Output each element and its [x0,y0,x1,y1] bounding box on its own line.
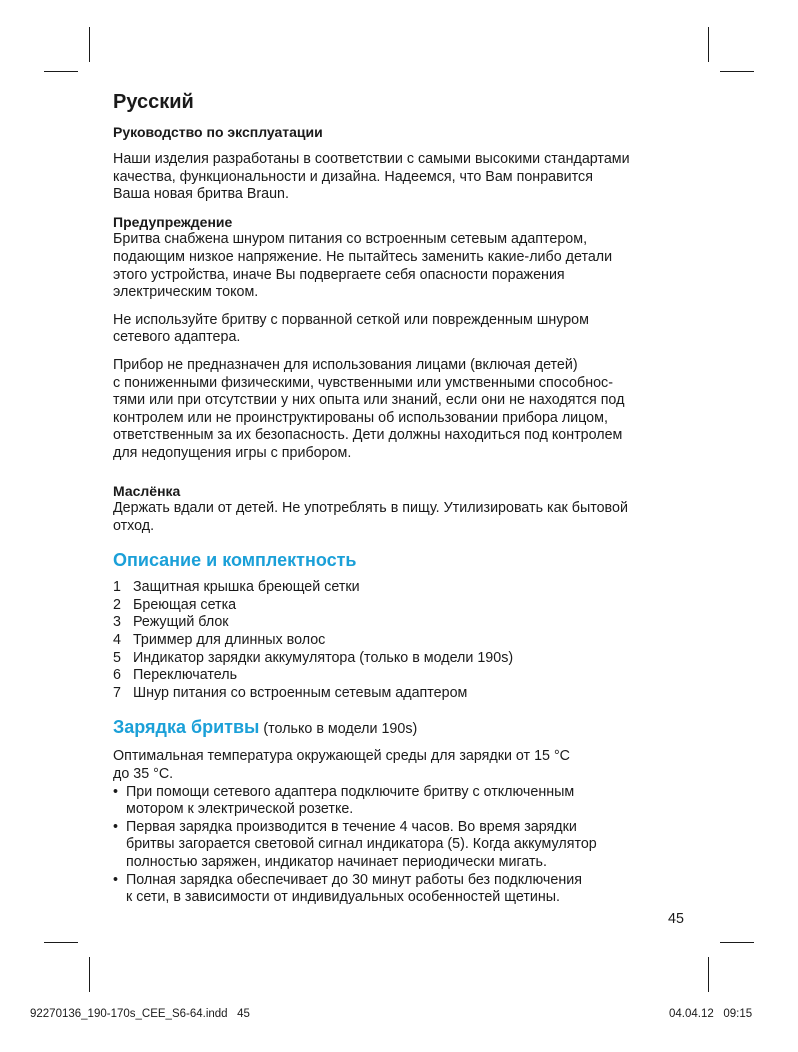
list-item [113,597,703,615]
list-item [113,667,703,685]
warning-heading: Предупреждение [113,213,233,230]
text-line: тями или при отсутствии у них опыта или знаний, если они не находятся под [113,392,625,409]
item-number: 1 [113,579,121,596]
list-item [113,632,703,650]
text-line: Первая зарядка производится в течение 4 часов. Во время зарядки [126,818,577,835]
crop-mark [720,942,754,943]
bullet-symbol: • [113,783,119,800]
text-line: отход. [113,517,155,534]
text-line: до 35 °C. [113,766,174,783]
item-text: Переключатель [133,667,238,684]
list-item [113,579,703,597]
item-text: Защитная крышка бреющей сетки [133,579,360,596]
page-number: 45 [668,911,684,927]
item-number: 7 [113,684,121,701]
oiler-section [113,483,703,536]
oiler-heading: Маслёнка [113,482,181,499]
item-text: Бреющая сетка [133,596,237,613]
text-line: полностью заряжен, индикатор начинает периодически мигать. [126,854,547,870]
bullet-item [113,872,703,907]
text-line: бритвы загорается световой сигнал индикатора (5). Когда аккумулятор [126,836,597,853]
text-line: Наши изделия разработаны в соответствии с самыми высокими стандартами [113,151,630,167]
list-item [113,650,703,668]
page-title: Русский [113,91,194,113]
crop-mark [720,71,754,72]
text-line: Оптимальная температура окружающей среды для зарядки от 15 °C [113,748,570,765]
text-line: Держать вдали от детей. Не употреблять в пищу. Утилизировать как бытовой [113,500,628,517]
warning-paragraph-2 [113,312,703,347]
text-line: При помощи сетевого адаптера подключите бритву с отключенным [126,783,575,800]
crop-mark [44,71,78,72]
text-line: к сети, в зависимости от индивидуальных особенностей щетины. [126,889,561,906]
list-item [113,685,703,703]
description-heading: Описание и комплектность [113,550,357,571]
text-line: Полная зарядка обеспечивает до 30 минут работы без подключения [126,871,582,888]
charging-heading-row [113,716,703,738]
charging-temp [113,748,703,783]
crop-mark [89,27,90,62]
crop-mark [708,27,709,62]
bullet-item [113,819,703,872]
crop-mark [89,957,90,992]
text-line: электрическим током. [113,284,259,301]
item-number: 3 [113,614,121,631]
manual-subtitle: Руководство по эксплуатации [113,124,323,140]
text-line: Бритва снабжена шнуром питания со встроенным сетевым адаптером, [113,231,588,248]
intro-paragraph [113,151,703,204]
item-number: 5 [113,649,121,666]
text-line: Ваша новая бритва Braun. [113,186,289,203]
crop-mark [44,942,78,943]
item-number: 4 [113,632,121,649]
item-text: Индикатор зарядки аккумулятора (только в модели 190s) [133,649,514,666]
text-line: этого устройства, иначе Вы подвергаете себя опасности поражения [113,266,565,283]
text-line: подающим низкое напряжение. Не пытайтесь заменить какие-либо детали [113,248,613,265]
charging-bullets [113,784,703,907]
warning-paragraph-3 [113,357,703,463]
item-number: 2 [113,596,121,613]
bullet-symbol: • [113,871,119,888]
text-line: для недопущения игры с прибором. [113,444,352,461]
text-line: контролем или не проинструктированы об использовании прибора лицом, [113,409,608,426]
page-content [113,90,703,907]
warning-section [113,214,703,302]
parts-list [113,579,703,702]
item-text: Режущий блок [133,614,229,631]
item-text: Триммер для длинных волос [133,632,326,649]
item-text: Шнур питания со встроенным сетевым адаптером [133,684,468,701]
text-line: Не используйте бритву с порванной сеткой или поврежденным шнуром [113,311,589,328]
item-number: 6 [113,667,121,684]
text-line: сетевого адаптера. [113,329,241,346]
text-line: качества, функциональности и дизайна. Надеемся, что Вам понравится [113,168,593,185]
text-line: мотором к электрической розетке. [126,801,354,818]
charging-heading: Зарядка бритвы [113,717,260,738]
footer-filename: 92270136_190-170s_CEE_S6-64.indd 45 [30,1008,250,1020]
charging-note: (только в модели 190s) [259,721,418,738]
bullet-symbol: • [113,818,119,835]
footer-timestamp: 04.04.12 09:15 [669,1008,753,1020]
bullet-item [113,784,703,819]
text-line: ответственным за их безопасность. Дети должны находиться под контролем [113,427,623,444]
text-line: с пониженными физическими, чувственными или умственными способнос- [113,374,613,391]
crop-mark [708,957,709,992]
list-item [113,614,703,632]
text-line: Прибор не предназначен для использования лицами (включая детей) [113,356,578,373]
